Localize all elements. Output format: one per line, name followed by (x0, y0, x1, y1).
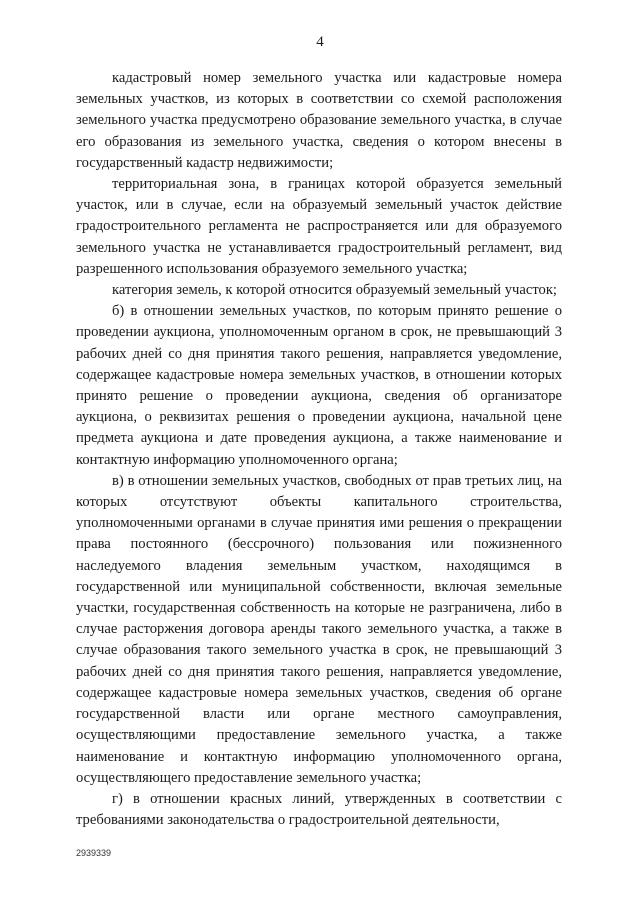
document-body (76, 68, 562, 831)
paragraph-item-v: в) в отношении земельных участков, свободных от прав третьих лиц, на которых отсутствуют объекты капитального строительства, уполномоченными органами в случае принятия ими решения о прекращении права постоянного (бессрочного) пользования или пожизненного наследуемого владения земельным участком, находящимся в государственной или муниципальной собственности, включая земельные участки, государственная собственность на которые не разграничена, либо в случае расторжения договора аренды такого земельного участка, а также в случае образования такого земельного участка в срок, не превышающий 3 рабочих дней со дня принятия такого решения, направляется уведомление, содержащее кадастровые номера земельных участков, сведения об органе государственной власти или органе местного самоуправления, осуществляющими предоставление земельного участка, а также наименование и контактную информацию уполномоченного органа, осуществляющего предоставление земельного участка; (76, 472, 562, 786)
paragraph-territorial-zone: территориальная зона, в границах которой образуется земельный участок, или в случае, если на образуемый земельный участок действие градостроительного регламента не распространяется или для образуемого земельного участка не устанавливается градостроительный регламент, вид разрешенного использования образуемого земельного участка; (76, 176, 562, 277)
document-code: 2939339 (76, 848, 112, 858)
paragraph-land-category: категория земель, к которой относится образуемый земельный участок; (112, 282, 557, 299)
paragraph-cadastral-number: кадастровый номер земельного участка или кадастровые номера земельных участков, из которых в соответствии со схемой расположения земельного участка предусмотрено образование земельного участка, в случае его образования из земельного участка, сведения о котором внесены в государственный кадастр недвижимости; (76, 70, 562, 171)
page-number: 4 (316, 34, 324, 50)
paragraph-item-g: г) в отношении красных линий, утвержденных в соответствии с требованиями законодательства о градостроительной деятельности, (76, 790, 562, 829)
paragraph-item-b: б) в отношении земельных участков, по которым принято решение о проведении аукциона, уполномоченным органом в срок, не превышающий 3 рабочих дней со дня принятия такого решения, направляется уведомление, содержащее кадастровые номера земельных участков, в отношении которых принято решение о проведении аукциона, сведения об организаторе аукциона, о реквизитах решения о проведении аукциона, начальной цене предмета аукциона и дате проведения аукциона, а также наименование и контактную информацию уполномоченного органа; (76, 303, 562, 468)
